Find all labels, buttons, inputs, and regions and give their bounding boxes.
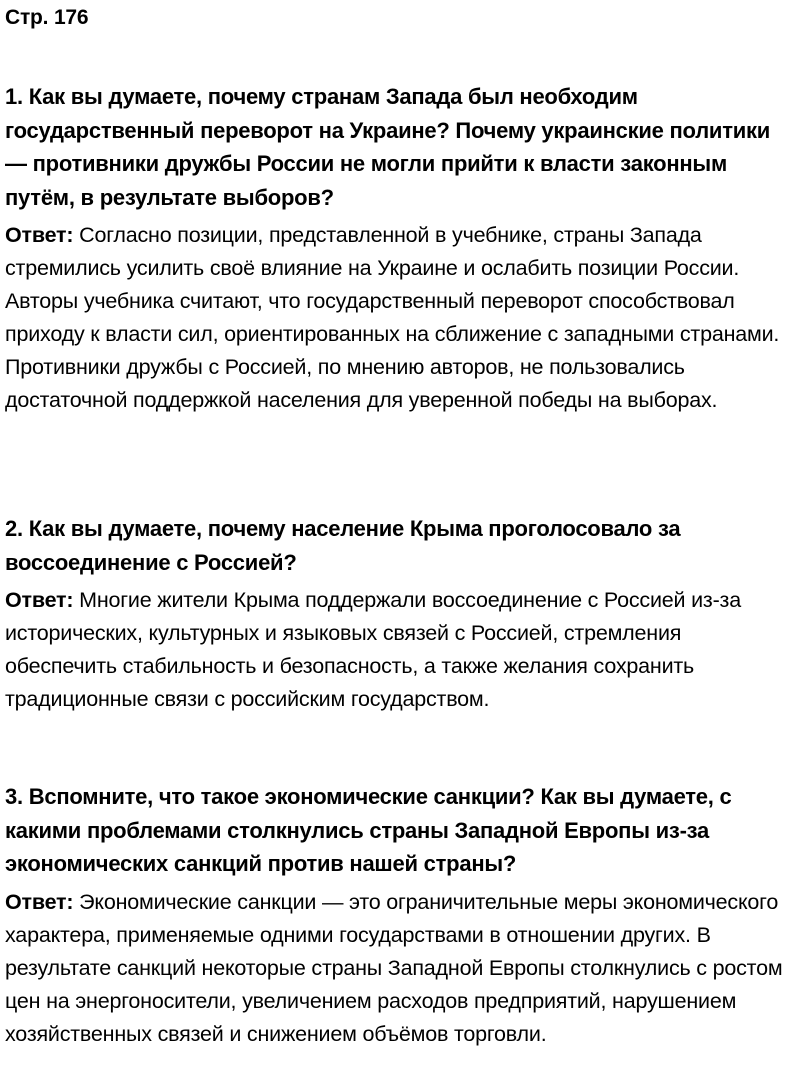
qa-block-2 [5, 512, 794, 716]
answer-text-1: Согласно позиции, представленной в учебнике, страны Запада стремились усилить своё влияние на Украине и ослабить позиции России. Авторы учебника считают, что государственный переворот способствовал приходу к власти сил, ориентированных на сближение с западными странами. Противники дружбы с Россией, по мнению авторов, не пользовались достаточной поддержкой населения для уверенной победы на выборах. [5, 223, 780, 412]
answer-2 [5, 584, 794, 716]
answer-3 [5, 886, 794, 1051]
answer-label: Ответ: [5, 223, 74, 247]
qa-block-1 [5, 80, 794, 417]
answer-label: Ответ: [5, 588, 74, 612]
question-1: 1. Как вы думаете, почему странам Запада был необходим государственный переворот на Украине? Почему украинские политики — противники дружбы России не могли прийти к власти законным путём, в результате выборов? [5, 84, 771, 210]
question-2: 2. Как вы думаете, почему население Крыма проголосовало за воссоединение с Россией? [5, 516, 681, 575]
qa-block-3 [5, 780, 794, 1051]
answer-text-2: Многие жители Крыма поддержали воссоединение с Россией из-за исторических, культурных и языковых связей с Россией, стремления обеспечить стабильность и безопасность, а также желания сохранить традиционные связи с российским государством. [5, 588, 741, 711]
answer-text-3: Экономические санкции — это ограничительные меры экономического характера, применяемые одними государствами в отношении других. В результате санкций некоторые страны Западной Европы столкнулись с ростом цен на энергоносители, увеличением расходов предприятий, нарушением хозяйственных связей и снижением объёмов торговли. [5, 889, 783, 1046]
answer-label: Ответ: [5, 889, 74, 914]
question-3: 3. Вспомните, что такое экономические санкции? Как вы думаете, с какими проблемами столкнулись страны Западной Европы из-за экономических санкций против нашей страны? [5, 784, 732, 876]
page-title: Стр. 176 [5, 6, 89, 29]
answer-1 [5, 219, 794, 417]
